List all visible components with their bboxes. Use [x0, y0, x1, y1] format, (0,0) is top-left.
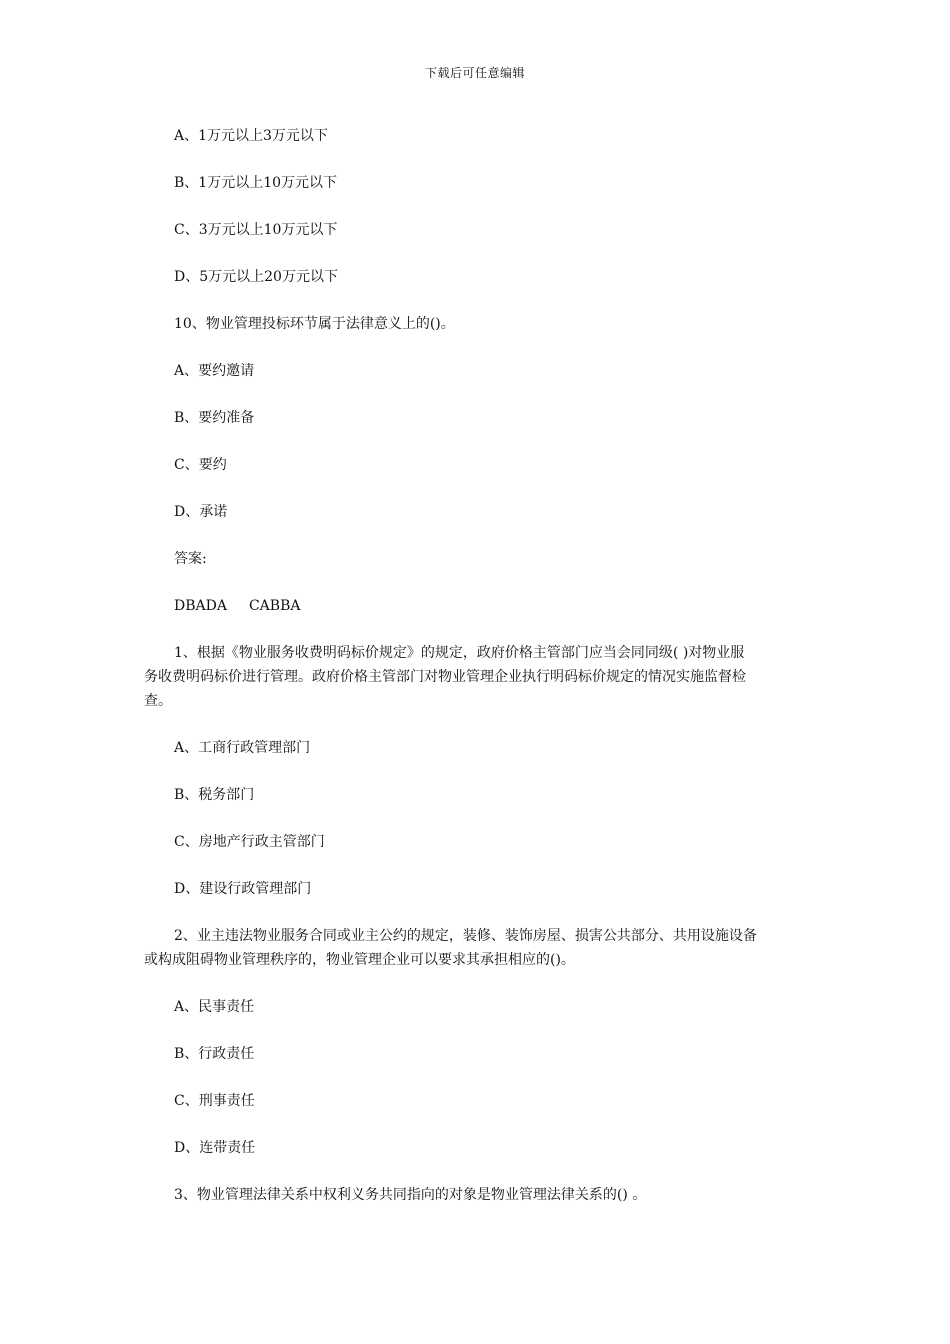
p2-stem-line-2: 或构成阻碍物业管理秩序的，物业管理企业可以要求其承担相应的()。: [144, 952, 575, 968]
p1-stem-line-2: 务收费明码标价进行管理。政府价格主管部门对物业管理企业执行明码标价规定的情况实施监督检: [144, 669, 746, 685]
q10-stem: 10、物业管理投标环节属于法律意义上的()。: [174, 316, 455, 332]
q10-option-b: B、要约准备: [174, 410, 255, 426]
document-body: [144, 124, 804, 1207]
p1-option-a: A、工商行政管理部门: [174, 740, 311, 756]
q9-option-b: B、1万元以上10万元以下: [174, 175, 338, 191]
p2-option-b: B、行政责任: [174, 1046, 255, 1062]
p3-stem: 3、物业管理法律关系中权利义务共同指向的对象是物业管理法律关系的() 。: [174, 1187, 647, 1203]
p2-option-c: C、刑事责任: [174, 1093, 255, 1109]
p2-stem: [144, 924, 784, 972]
p1-option-b: B、税务部门: [174, 787, 255, 803]
q10-option-d: D、承诺: [174, 504, 228, 520]
answer-code-group-2: CABBA: [248, 598, 301, 614]
p1-option-c: C、房地产行政主管部门: [174, 834, 325, 850]
answers-label: 答案:: [174, 551, 207, 567]
p1-stem-line-1: 1、根据《物业服务收费明码标价规定》的规定，政府价格主管部门应当会同同级( )对物业服: [174, 645, 745, 661]
p1-option-d: D、建设行政管理部门: [174, 881, 312, 897]
q10-option-c: C、要约: [174, 457, 227, 473]
q9-option-a: A、1万元以上3万元以下: [174, 128, 328, 144]
q9-option-c: C、3万元以上10万元以下: [174, 222, 338, 238]
q10-option-a: A、要约邀请: [174, 363, 255, 379]
q9-option-d: D、5万元以上20万元以下: [174, 269, 338, 285]
page-header: 下载后可任意编辑: [424, 66, 525, 80]
p1-stem-line-3: 查。: [144, 693, 172, 709]
answer-code-group-1: DBADA: [174, 598, 227, 614]
p2-stem-line-1: 2、业主违法物业服务合同或业主公约的规定，装修、装饰房屋、损害公共部分、共用设施设备: [174, 928, 757, 944]
answers-codes: [174, 594, 804, 618]
p2-option-a: A、民事责任: [174, 999, 255, 1015]
p1-stem: [144, 641, 784, 713]
p2-option-d: D、连带责任: [174, 1140, 256, 1156]
